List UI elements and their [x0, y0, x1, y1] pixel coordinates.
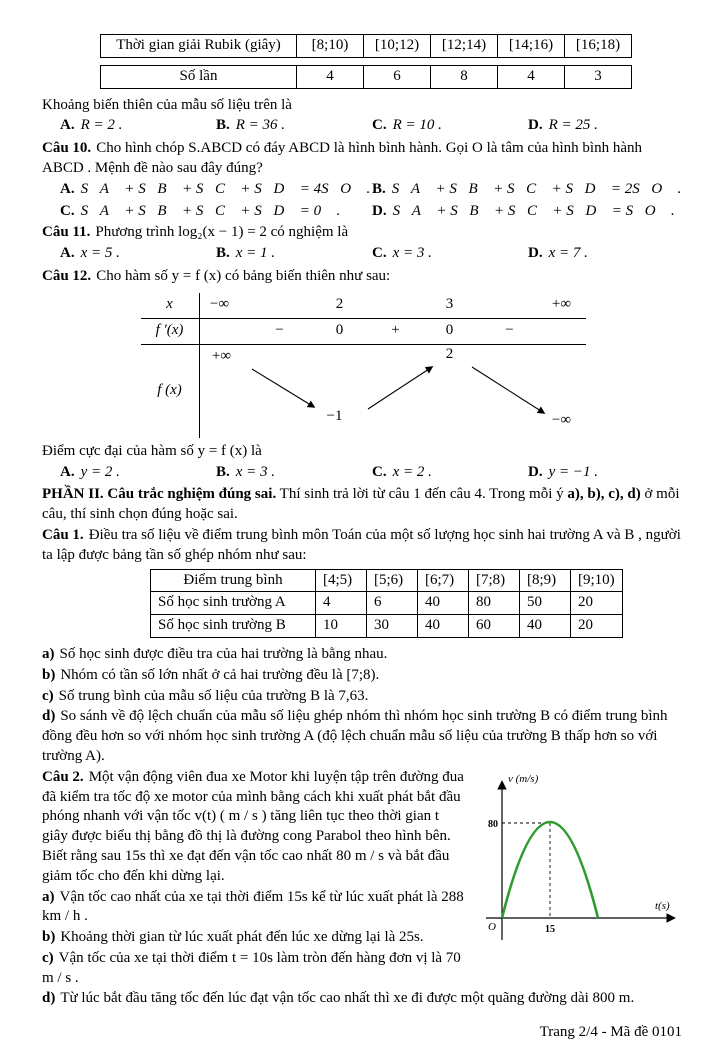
c1-item-d	[42, 707, 684, 766]
part2-text: Thí sinh trả lời từ câu 1 đến câu 4. Trong mỗi ý	[276, 486, 568, 503]
table-cell: 30	[367, 615, 418, 638]
option-text: S⃗A⃗ + S⃗B⃗ + S⃗C⃗ + S⃗D⃗ = 2S⃗O⃗ .	[391, 180, 682, 197]
table-cell: [16;18)	[564, 34, 632, 58]
option-text: x = 7 .	[548, 245, 588, 262]
table-cell: [10;12)	[363, 34, 431, 58]
table-cell: [6;7)	[418, 569, 469, 592]
option-label: C.	[372, 463, 387, 480]
bbt-sign: −	[275, 321, 284, 338]
rubik-frequency-table	[100, 34, 684, 89]
item-text: Vận tốc cao nhất của xe tại thời điểm 15s kể từ lúc xuất phát là 288 km / h .	[42, 888, 464, 925]
option-label: B.	[216, 245, 230, 262]
bbt-f-label: f (x)	[141, 345, 200, 438]
option-d	[528, 244, 684, 264]
option-text: x = 5 .	[80, 245, 120, 262]
part2-bold: a), b), c), d)	[567, 486, 641, 503]
option-a	[60, 244, 216, 264]
table-row	[100, 65, 684, 89]
score-frequency-table	[150, 569, 623, 638]
bbt-sign: 0	[335, 321, 344, 338]
option-label: B.	[372, 180, 386, 197]
c1-item-c	[42, 687, 684, 707]
table-cell: 40	[418, 592, 469, 615]
item-text: Số trung bình của mẫu số liệu của trường B là 7,63.	[58, 687, 369, 704]
arrow-down-icon	[472, 367, 544, 413]
question-c1	[42, 526, 684, 566]
question-12	[42, 267, 684, 287]
origin-label: O	[488, 920, 496, 933]
c2-item-c	[42, 949, 684, 989]
table-cell: 40	[418, 615, 469, 638]
bbt-f-values	[200, 345, 586, 438]
option-a	[60, 116, 216, 136]
option-label: D.	[528, 117, 543, 134]
option-label: B.	[216, 117, 230, 134]
table-cell: 8	[430, 65, 498, 89]
bbt-fprime-values	[200, 319, 586, 344]
bbt-f-limit: +∞	[211, 347, 232, 364]
table-cell: 10	[316, 615, 367, 638]
option-text: y = −1 .	[548, 463, 598, 480]
option-label: C.	[60, 202, 75, 219]
table-cell: [4;5)	[316, 569, 367, 592]
bbt-sign: +	[391, 321, 400, 338]
item-label: c)	[42, 949, 54, 966]
bbt-x-row	[141, 293, 586, 319]
item-label: a)	[42, 888, 55, 905]
item-text: Khoảng thời gian từ lúc xuất phát đến lúc xe dừng lại là 25s.	[60, 929, 424, 946]
option-d	[528, 116, 684, 136]
option-text: S⃗A⃗ + S⃗B⃗ + S⃗C⃗ + S⃗D⃗ = S⃗O⃗ .	[392, 202, 675, 219]
question-10	[42, 139, 684, 179]
item-text: Nhóm có tần số lớn nhất ở cả hai trường đều là [7;8).	[60, 666, 380, 683]
c1-item-a	[42, 645, 684, 665]
option-text: x = 2 .	[392, 463, 432, 480]
question-c2	[42, 768, 684, 1010]
bbt-f-max: 2	[445, 345, 454, 362]
option-label: A.	[60, 180, 75, 197]
table-cell: 3	[564, 65, 632, 89]
option-label: A.	[60, 463, 75, 480]
table-cell: 6	[367, 592, 418, 615]
bbt-f-min: −1	[326, 407, 343, 424]
arrow-up-icon	[368, 367, 432, 409]
t-axis-label: t(s)	[655, 899, 670, 912]
table-cell: Số lần	[100, 65, 297, 89]
bbt-f-limit: −∞	[551, 411, 572, 428]
table-cell: 20	[571, 592, 623, 615]
table-cell: Thời gian giải Rubik (giây)	[100, 34, 297, 58]
table-cell: [8;10)	[296, 34, 364, 58]
table-cell: 20	[571, 615, 623, 638]
velocity-graph-svg	[472, 768, 684, 946]
option-label: C.	[372, 245, 387, 262]
option-c	[372, 463, 528, 483]
bbt-f-row	[141, 345, 586, 438]
v-peak-label: 80	[488, 818, 498, 830]
option-a	[60, 463, 216, 483]
table-cell: Số học sinh trường B	[151, 615, 316, 638]
q9-options	[42, 116, 684, 136]
variation-table	[141, 293, 586, 438]
option-a	[60, 180, 372, 200]
bbt-x-value: +∞	[551, 295, 572, 312]
c1-item-b	[42, 666, 684, 686]
table-cell: 6	[363, 65, 431, 89]
q11-options	[42, 244, 684, 264]
part2-text: ở mỗi câu, thí sinh chọn đúng hoặc sai.	[42, 486, 680, 523]
item-text: Từ lúc bắt đầu tăng tốc đến lúc đạt vận tốc cao nhất thì xe đi được một quãng đường dài 800 m.	[60, 990, 635, 1007]
q10-options-row1	[42, 180, 684, 200]
question-text: Điều tra số liệu về điểm trung bình môn Toán của một số lượng học sinh hai trường A và B , người ta lập được bảng tần số ghép nhóm như sau:	[42, 526, 681, 563]
table-cell: Điểm trung bình	[151, 569, 316, 592]
table-row	[100, 34, 684, 58]
bbt-fprime-row	[141, 319, 586, 345]
page-footer: Trang 2/4 - Mã đề 0101	[539, 1024, 682, 1041]
c2-item-d	[42, 989, 684, 1009]
option-label: D.	[528, 463, 543, 480]
bbt-x-value: 2	[335, 295, 344, 312]
t-peak-label: 15	[545, 923, 555, 935]
option-c	[60, 202, 372, 222]
item-label: b)	[42, 929, 56, 946]
table-cell: [9;10)	[571, 569, 623, 592]
question-text: Phương trình log₂(x − 1) = 2 có nghiệm là	[95, 224, 349, 241]
bbt-fprime-label: f ′(x)	[141, 319, 200, 344]
option-text: x = 3 .	[235, 463, 276, 480]
option-text: R = 2 .	[80, 117, 123, 134]
option-label: A.	[60, 245, 75, 262]
q12-question: Điểm cực đại của hàm số y = f (x) là	[42, 442, 262, 459]
option-text: y = 2 .	[80, 463, 120, 480]
q12-options	[42, 463, 684, 483]
table-cell: [12;14)	[430, 34, 498, 58]
bbt-x-value: −∞	[209, 295, 230, 312]
table-cell: 60	[469, 615, 520, 638]
option-b	[216, 244, 372, 264]
item-text: So sánh về độ lệch chuẩn của mẫu số liệu ghép nhóm thì nhóm học sinh trường B có điểm trung bình đồng đều hơn so với nhóm học sinh trường A (độ lệch chuẩn mẫu số liệu của trường B thấp hơn so với trường A).	[42, 708, 668, 764]
table-cell: Số học sinh trường A	[151, 592, 316, 615]
option-text: R = 36 .	[235, 117, 286, 134]
question-text: Cho hàm số y = f (x) có bảng biến thiên như sau:	[96, 267, 391, 284]
velocity-graph	[472, 768, 684, 950]
part2-heading	[42, 485, 684, 525]
table-cell: 80	[469, 592, 520, 615]
option-label: A.	[60, 117, 75, 134]
option-text: S⃗A⃗ + S⃗B⃗ + S⃗C⃗ + S⃗D⃗ = 0⃗ .	[80, 202, 341, 219]
table-cell: 40	[520, 615, 571, 638]
option-d	[372, 202, 684, 222]
option-b	[216, 116, 372, 136]
option-text: x = 1 .	[235, 245, 276, 262]
option-b	[216, 463, 372, 483]
table-cell: 4	[316, 592, 367, 615]
arrow-down-icon	[252, 369, 314, 407]
table-cell: [5;6)	[367, 569, 418, 592]
table-row	[151, 592, 623, 615]
item-label: b)	[42, 666, 56, 683]
option-c	[372, 116, 528, 136]
option-text: S⃗A⃗ + S⃗B⃗ + S⃗C⃗ + S⃗D⃗ = 4S⃗O⃗ .	[80, 180, 371, 197]
table-cell: [8;9)	[520, 569, 571, 592]
item-text: Số học sinh được điều tra của hai trường là bằng nhau.	[59, 645, 388, 662]
table-row	[151, 615, 623, 638]
option-text: R = 10 .	[392, 117, 442, 134]
item-label: c)	[42, 687, 54, 704]
bbt-x-values	[200, 293, 586, 318]
option-label: D.	[528, 245, 543, 262]
question-number: Câu 10.	[42, 140, 92, 157]
bbt-sign: 0	[445, 321, 454, 338]
question-number: Câu 12.	[42, 267, 92, 284]
question-number: Câu 2.	[42, 768, 84, 785]
v-axis-label: v (m/s)	[508, 772, 539, 785]
bbt-x-value: 3	[445, 295, 454, 312]
question-11	[42, 223, 684, 243]
option-text: x = 3 .	[392, 245, 432, 262]
option-label: B.	[216, 463, 230, 480]
item-label: d)	[42, 990, 56, 1007]
part2-title: PHẦN II. Câu trắc nghiệm đúng sai.	[42, 486, 277, 503]
q10-options-row2	[42, 202, 684, 222]
question-number: Câu 11.	[42, 224, 91, 241]
bbt-sign: −	[505, 321, 514, 338]
option-text: R = 25 .	[548, 117, 598, 134]
table-cell: 4	[296, 65, 364, 89]
question-text: Một vận động viên đua xe Motor khi luyện tập trên đường đua đã kiểm tra tốc độ xe motor của mình bằng cách khi xuất phát bắt đầu phóng nhanh với vận tốc v(t) ( m / s ) tăng liên tục theo thời gian t giây được biểu thị bằng đồ thị là đường cong Parabol theo hình bên. Biết rằng sau 15s thì xe đạt đến vận tốc cao nhất 80 m / s và bắt đầu giảm tốc cho đến khi dừng lại.	[42, 768, 464, 884]
table-cell: 50	[520, 592, 571, 615]
variation-arrows	[200, 345, 586, 438]
option-b	[372, 180, 684, 200]
item-text: Vận tốc của xe tại thời điểm t = 10s làm tròn đến hàng đơn vị là 70 m / s .	[42, 949, 461, 986]
option-d	[528, 463, 684, 483]
bbt-x-label: x	[141, 293, 200, 318]
table-row	[151, 569, 623, 592]
item-label: a)	[42, 645, 55, 662]
question-number: Câu 1.	[42, 526, 84, 543]
option-c	[372, 244, 528, 264]
table-cell: [14;16)	[497, 34, 565, 58]
table-cell: [7;8)	[469, 569, 520, 592]
question-text: Cho hình chóp S.ABCD có đáy ABCD là hình bình hành. Gọi O là tâm của hình bình hành ABCD . Mệnh đề nào sau đây đúng?	[42, 140, 642, 176]
option-label: D.	[372, 202, 387, 219]
item-label: d)	[42, 708, 56, 725]
q9-question: Khoảng biến thiên của mẫu số liệu trên là	[42, 96, 292, 113]
option-label: C.	[372, 117, 387, 134]
table-cell: 4	[497, 65, 565, 89]
